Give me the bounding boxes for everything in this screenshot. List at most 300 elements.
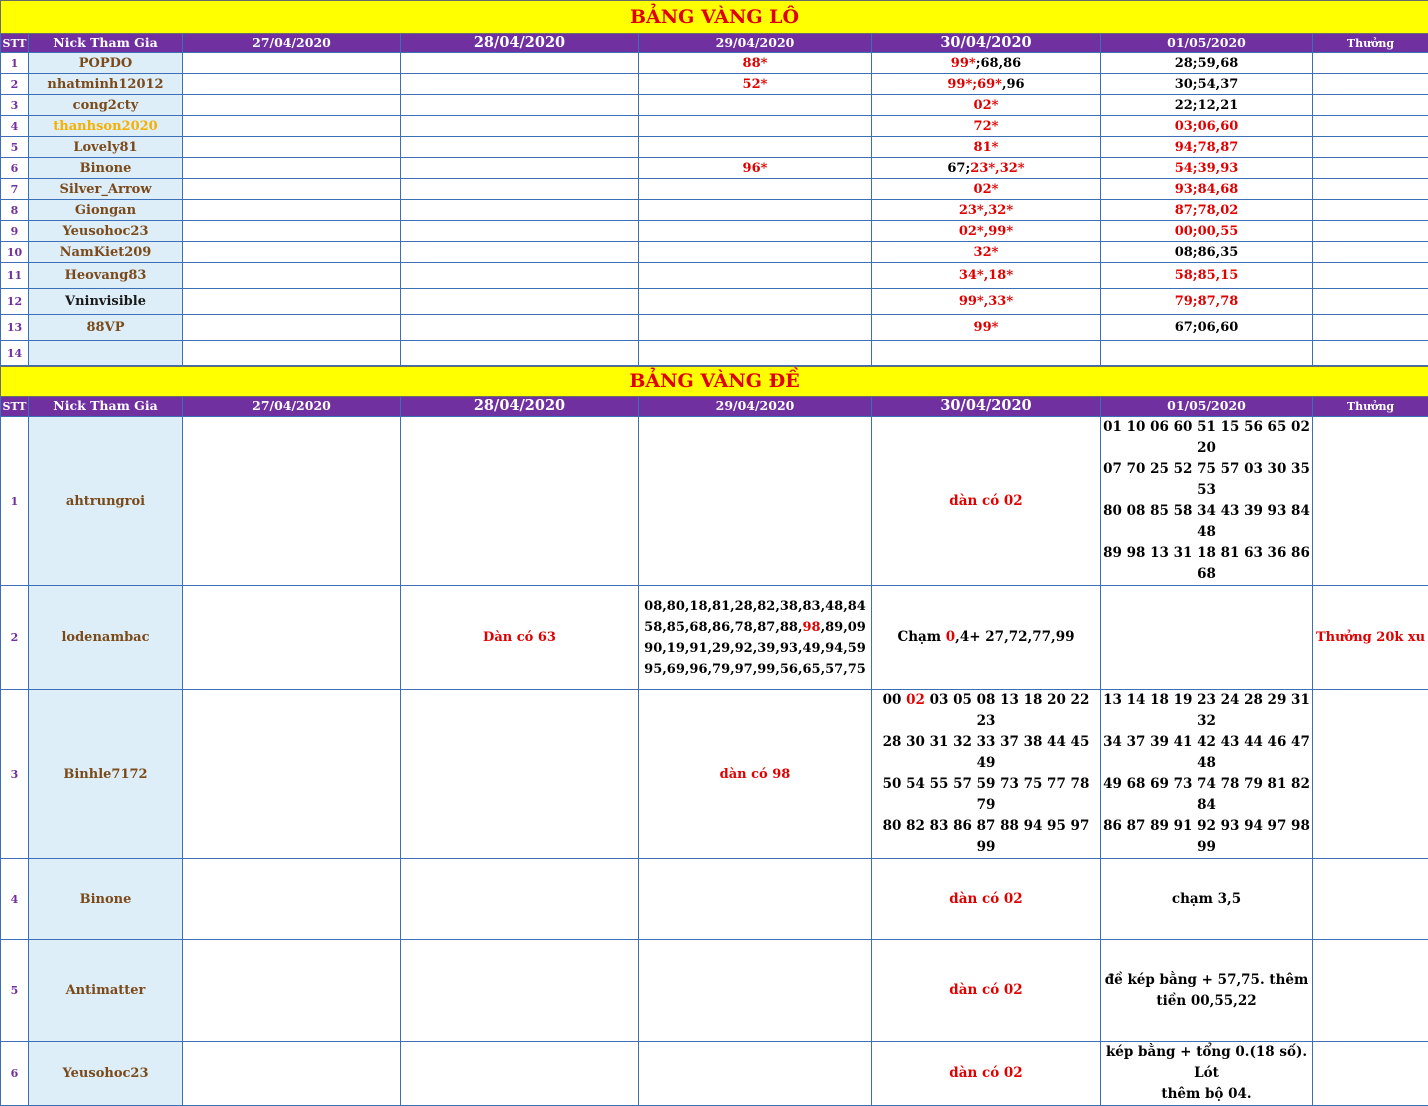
nick-cell[interactable] — [29, 690, 183, 859]
cell-text: NamKiet209 — [60, 245, 152, 260]
cell-text: 08,80,18,81,28,82,38,83,48,84 — [644, 599, 866, 614]
nick-cell[interactable] — [29, 289, 183, 315]
cell-text: 02* — [974, 182, 999, 197]
date-cell-0105[interactable] — [1101, 263, 1313, 289]
prize-cell[interactable] — [1313, 53, 1428, 74]
stt-cell[interactable] — [1, 116, 29, 137]
date-cell-3004[interactable] — [872, 242, 1101, 263]
date-cell-2704[interactable] — [183, 859, 401, 940]
nick-cell[interactable] — [29, 221, 183, 242]
nick-cell[interactable] — [29, 179, 183, 200]
header-nick[interactable]: Nick Tham Gia — [29, 34, 183, 53]
date-cell-2704[interactable] — [183, 200, 401, 221]
date-cell-0105[interactable] — [1101, 116, 1313, 137]
date-cell-2804[interactable] — [401, 690, 639, 859]
lo-row — [1, 263, 1428, 289]
cell-text: 00 — [883, 692, 907, 708]
date-cell-2704[interactable] — [183, 341, 401, 366]
prize-cell[interactable] — [1313, 179, 1428, 200]
prize-cell[interactable] — [1313, 242, 1428, 263]
date-cell-0105[interactable] — [1101, 137, 1313, 158]
date-cell-2704[interactable] — [183, 940, 401, 1042]
header-date-2704[interactable]: 27/04/2020 — [183, 397, 401, 417]
date-cell-3004[interactable] — [872, 289, 1101, 315]
cell-text: 67; — [947, 161, 970, 176]
date-cell-0105[interactable] — [1101, 859, 1313, 940]
date-cell-3004[interactable] — [872, 859, 1101, 940]
cell-text: 80 08 85 58 34 43 39 93 84 48 — [1103, 503, 1310, 540]
cell-text: thêm bộ 04. — [1161, 1086, 1251, 1102]
lo-row — [1, 200, 1428, 221]
cell-text: 98 — [803, 620, 821, 635]
date-cell-2904[interactable] — [639, 158, 872, 179]
cell-text: 0 — [946, 629, 955, 645]
prize-cell[interactable] — [1313, 74, 1428, 95]
prize-cell[interactable] — [1313, 859, 1428, 940]
date-cell-0105[interactable] — [1101, 179, 1313, 200]
cell-text: 34*,18* — [959, 268, 1013, 283]
nick-cell[interactable] — [29, 200, 183, 221]
lo-row — [1, 53, 1428, 74]
cell-text: Binone — [80, 161, 132, 176]
header-date-3004[interactable]: 30/04/2020 — [872, 34, 1101, 53]
nick-cell[interactable] — [29, 95, 183, 116]
date-cell-2904[interactable] — [639, 315, 872, 341]
stt-cell[interactable] — [1, 417, 29, 586]
cell-text: 32* — [974, 245, 999, 260]
cell-text: 02*,99* — [959, 224, 1013, 239]
header-date-2804[interactable]: 28/04/2020 — [401, 397, 639, 417]
date-cell-3004[interactable] — [872, 74, 1101, 95]
cell-text: Silver_Arrow — [59, 182, 151, 197]
stt-cell[interactable] — [1, 137, 29, 158]
cell-text: 02* — [974, 98, 999, 113]
date-cell-0105[interactable] — [1101, 1042, 1313, 1106]
de-title: BẢNG VÀNG ĐỀ — [1, 367, 1428, 397]
cell-text: 95,69,96,79,97,99,56,65,57,75 — [644, 662, 866, 677]
cell-text: 58;85,15 — [1175, 268, 1239, 283]
header-date-3004[interactable]: 30/04/2020 — [872, 397, 1101, 417]
date-cell-2704[interactable] — [183, 158, 401, 179]
cell-text: 28 30 31 32 33 37 38 44 45 49 — [883, 734, 1090, 771]
date-cell-2804[interactable] — [401, 242, 639, 263]
cell-text: 2 — [11, 78, 19, 91]
date-cell-2804[interactable] — [401, 940, 639, 1042]
date-cell-2804[interactable] — [401, 315, 639, 341]
de-row — [1, 586, 1428, 690]
date-cell-2704[interactable] — [183, 53, 401, 74]
date-cell-2804[interactable] — [401, 1042, 639, 1106]
nick-cell[interactable] — [29, 74, 183, 95]
date-cell-2904[interactable] — [639, 417, 872, 586]
date-cell-2904[interactable] — [639, 1042, 872, 1106]
date-cell-0105[interactable] — [1101, 53, 1313, 74]
date-cell-2704[interactable] — [183, 242, 401, 263]
date-cell-2704[interactable] — [183, 417, 401, 586]
cell-text: chạm 3,5 — [1172, 891, 1241, 907]
header-nick[interactable]: Nick Tham Gia — [29, 397, 183, 417]
cell-text: dàn có 02 — [949, 493, 1022, 509]
date-cell-3004[interactable] — [872, 158, 1101, 179]
lo-row — [1, 341, 1428, 366]
date-cell-2904[interactable] — [639, 242, 872, 263]
date-cell-3004[interactable] — [872, 263, 1101, 289]
cell-text: 90,19,91,29,92,39,93,49,94,59 — [644, 641, 866, 656]
stt-cell[interactable] — [1, 200, 29, 221]
cell-text: 8 — [11, 204, 19, 217]
cell-text: 99*,33* — [959, 294, 1013, 309]
lo-row — [1, 137, 1428, 158]
cell-text: 11 — [7, 269, 22, 282]
date-cell-3004[interactable] — [872, 116, 1101, 137]
cell-text: 3 — [11, 99, 19, 112]
cell-text: 00;00,55 — [1175, 224, 1239, 239]
cell-text: 3 — [11, 768, 19, 781]
lo-row — [1, 315, 1428, 341]
date-cell-2904[interactable] — [639, 116, 872, 137]
cell-text: 12 — [7, 295, 22, 308]
date-cell-2904[interactable] — [639, 690, 872, 859]
date-cell-2804[interactable] — [401, 179, 639, 200]
date-cell-2904[interactable] — [639, 74, 872, 95]
date-cell-3004[interactable] — [872, 200, 1101, 221]
cell-text: 79;87,78 — [1175, 294, 1239, 309]
date-cell-2804[interactable] — [401, 221, 639, 242]
date-cell-3004[interactable] — [872, 417, 1101, 586]
date-cell-0105[interactable] — [1101, 315, 1313, 341]
cell-text: POPDO — [79, 56, 132, 71]
nick-cell[interactable] — [29, 315, 183, 341]
cell-text: 88VP — [87, 320, 125, 335]
date-cell-0105[interactable] — [1101, 341, 1313, 366]
nick-cell[interactable] — [29, 1042, 183, 1106]
date-cell-2804[interactable] — [401, 137, 639, 158]
header-date-2704[interactable]: 27/04/2020 — [183, 34, 401, 53]
date-cell-2804[interactable] — [401, 341, 639, 366]
date-cell-2704[interactable] — [183, 586, 401, 690]
cell-text: 94;78,87 — [1175, 140, 1239, 155]
date-cell-0105[interactable] — [1101, 417, 1313, 586]
cell-text: tiền 00,55,22 — [1156, 993, 1256, 1009]
lo-row — [1, 116, 1428, 137]
date-cell-2904[interactable] — [639, 263, 872, 289]
stt-cell[interactable] — [1, 74, 29, 95]
cell-text: 87;78,02 — [1175, 203, 1239, 218]
stt-cell[interactable] — [1, 315, 29, 341]
date-cell-2704[interactable] — [183, 263, 401, 289]
cell-text: Dàn có 63 — [483, 630, 556, 645]
nick-cell[interactable] — [29, 341, 183, 366]
date-cell-3004[interactable] — [872, 137, 1101, 158]
date-cell-3004[interactable] — [872, 95, 1101, 116]
date-cell-2904[interactable] — [639, 95, 872, 116]
lo-header-row — [1, 34, 1428, 53]
cell-text: ,4+ 27,72,77,99 — [955, 629, 1074, 645]
header-stt[interactable]: STT — [1, 397, 29, 417]
date-cell-3004[interactable] — [872, 315, 1101, 341]
date-cell-2804[interactable] — [401, 859, 639, 940]
cell-text: 7 — [11, 183, 19, 196]
de-row — [1, 690, 1428, 859]
prize-cell[interactable] — [1313, 200, 1428, 221]
cell-text: 30;54,37 — [1175, 77, 1239, 92]
lo-row — [1, 289, 1428, 315]
header-date-0105[interactable]: 01/05/2020 — [1101, 34, 1313, 53]
cell-text: 49 68 69 73 74 78 79 81 82 84 — [1103, 776, 1310, 813]
cell-text: dàn có 02 — [949, 891, 1022, 907]
cell-text: kép bằng + tổng 0.(18 số). Lót — [1106, 1044, 1307, 1081]
date-cell-3004[interactable] — [872, 53, 1101, 74]
date-cell-2804[interactable] — [401, 417, 639, 586]
prize-cell[interactable] — [1313, 158, 1428, 179]
prize-cell[interactable] — [1313, 137, 1428, 158]
date-cell-2804[interactable] — [401, 116, 639, 137]
cell-text: 99* — [974, 320, 999, 335]
stt-cell[interactable] — [1, 859, 29, 940]
stt-cell[interactable] — [1, 341, 29, 366]
cell-text: ;68,86 — [976, 56, 1022, 71]
prize-cell[interactable] — [1313, 263, 1428, 289]
prize-cell[interactable] — [1313, 95, 1428, 116]
cell-text: 07 70 25 52 75 57 03 30 35 53 — [1103, 461, 1310, 498]
cell-text: 54;39,93 — [1175, 161, 1239, 176]
date-cell-2904[interactable] — [639, 53, 872, 74]
date-cell-3004[interactable] — [872, 1042, 1101, 1106]
prize-cell[interactable] — [1313, 341, 1428, 366]
cell-text: Thưởng 20k xu — [1316, 630, 1425, 645]
cell-text: 01 10 06 60 51 15 56 65 02 20 — [1103, 419, 1310, 456]
date-cell-2804[interactable] — [401, 53, 639, 74]
stt-cell[interactable] — [1, 1042, 29, 1106]
prize-cell[interactable] — [1313, 315, 1428, 341]
date-cell-2904[interactable] — [639, 179, 872, 200]
date-cell-2804[interactable] — [401, 586, 639, 690]
cell-text: 4 — [11, 120, 19, 133]
cell-text: 99*;69* — [947, 77, 1002, 92]
de-table — [0, 366, 1428, 1106]
header-date-2804[interactable]: 28/04/2020 — [401, 34, 639, 53]
date-cell-3004[interactable] — [872, 341, 1101, 366]
date-cell-2904[interactable] — [639, 341, 872, 366]
date-cell-0105[interactable] — [1101, 690, 1313, 859]
date-cell-2804[interactable] — [401, 289, 639, 315]
date-cell-2804[interactable] — [401, 158, 639, 179]
stt-cell[interactable] — [1, 242, 29, 263]
date-cell-2804[interactable] — [401, 95, 639, 116]
cell-text: 81* — [974, 140, 999, 155]
date-cell-3004[interactable] — [872, 179, 1101, 200]
date-cell-2704[interactable] — [183, 690, 401, 859]
date-cell-0105[interactable] — [1101, 242, 1313, 263]
cell-text: ahtrungroi — [66, 494, 145, 509]
nick-cell[interactable] — [29, 586, 183, 690]
cell-text: 14 — [7, 347, 22, 360]
date-cell-2904[interactable] — [639, 289, 872, 315]
cell-text: 5 — [11, 984, 19, 997]
lo-body — [1, 53, 1428, 366]
date-cell-3004[interactable] — [872, 221, 1101, 242]
cell-text: Vninvisible — [65, 294, 146, 309]
cell-text: 96* — [743, 161, 768, 176]
header-date-2904[interactable]: 29/04/2020 — [639, 34, 872, 53]
cell-text: 03;06,60 — [1175, 119, 1239, 134]
cell-text: 72* — [974, 119, 999, 134]
de-row — [1, 417, 1428, 586]
cell-text: 6 — [11, 162, 19, 175]
cell-text: 22;12,21 — [1175, 98, 1239, 113]
cell-text: 9 — [11, 225, 19, 238]
cell-text: 99* — [951, 56, 976, 71]
cell-text: 6 — [11, 1067, 19, 1080]
header-prize[interactable]: Thưởng — [1313, 34, 1428, 53]
cell-text: Yeusohoc23 — [63, 224, 149, 239]
cell-text: 86 87 89 91 92 93 94 97 98 99 — [1103, 818, 1310, 855]
cell-text: 2 — [11, 631, 19, 644]
date-cell-0105[interactable] — [1101, 940, 1313, 1042]
cell-text: 02 — [906, 692, 925, 708]
lo-title: BẢNG VÀNG LÔ — [1, 1, 1428, 34]
stt-cell[interactable] — [1, 95, 29, 116]
date-cell-3004[interactable] — [872, 940, 1101, 1042]
lo-row — [1, 179, 1428, 200]
cell-text: 88* — [743, 56, 768, 71]
cell-text: Lovely81 — [73, 140, 137, 155]
lo-row — [1, 242, 1428, 263]
nick-cell[interactable] — [29, 53, 183, 74]
stt-cell[interactable] — [1, 158, 29, 179]
date-cell-2704[interactable] — [183, 221, 401, 242]
cell-text: dàn có 98 — [720, 767, 791, 782]
cell-text: 93;84,68 — [1175, 182, 1239, 197]
date-cell-0105[interactable] — [1101, 586, 1313, 690]
de-row — [1, 859, 1428, 940]
prize-cell[interactable] — [1313, 289, 1428, 315]
date-cell-0105[interactable] — [1101, 158, 1313, 179]
cell-text: 10 — [7, 246, 22, 259]
de-body — [1, 417, 1428, 1106]
lo-row — [1, 158, 1428, 179]
cell-text: 28;59,68 — [1175, 56, 1239, 71]
date-cell-2704[interactable] — [183, 116, 401, 137]
nick-cell[interactable] — [29, 242, 183, 263]
stt-cell[interactable] — [1, 221, 29, 242]
cell-text: Giongan — [75, 203, 136, 218]
date-cell-2704[interactable] — [183, 137, 401, 158]
header-date-0105[interactable]: 01/05/2020 — [1101, 397, 1313, 417]
date-cell-2704[interactable] — [183, 1042, 401, 1106]
date-cell-0105[interactable] — [1101, 289, 1313, 315]
prize-cell[interactable] — [1313, 221, 1428, 242]
cell-text: Chạm — [897, 629, 945, 645]
cell-text: 34 37 39 41 42 43 44 46 47 48 — [1103, 734, 1310, 771]
nick-cell[interactable] — [29, 137, 183, 158]
cell-text: đề kép bằng + 57,75. thêm — [1105, 972, 1309, 988]
date-cell-2704[interactable] — [183, 179, 401, 200]
cell-text: 23*,32* — [970, 161, 1024, 176]
date-cell-0105[interactable] — [1101, 95, 1313, 116]
date-cell-0105[interactable] — [1101, 74, 1313, 95]
date-cell-2904[interactable] — [639, 586, 872, 690]
date-cell-2904[interactable] — [639, 137, 872, 158]
cell-text: 23*,32* — [959, 203, 1013, 218]
date-cell-2704[interactable] — [183, 74, 401, 95]
cell-text: ,89,09 — [821, 620, 866, 635]
prize-cell[interactable] — [1313, 586, 1428, 690]
date-cell-2904[interactable] — [639, 940, 872, 1042]
cell-text: Yeusohoc23 — [63, 1066, 149, 1081]
date-cell-2904[interactable] — [639, 221, 872, 242]
header-date-2904[interactable]: 29/04/2020 — [639, 397, 872, 417]
stt-cell[interactable] — [1, 179, 29, 200]
de-row — [1, 1042, 1428, 1106]
cell-text: Binone — [80, 892, 132, 907]
date-cell-2904[interactable] — [639, 200, 872, 221]
date-cell-2704[interactable] — [183, 315, 401, 341]
date-cell-2704[interactable] — [183, 289, 401, 315]
cell-text: 4 — [11, 893, 19, 906]
stt-cell[interactable] — [1, 53, 29, 74]
stt-cell[interactable] — [1, 289, 29, 315]
date-cell-3004[interactable] — [872, 586, 1101, 690]
nick-cell[interactable] — [29, 940, 183, 1042]
header-stt[interactable]: STT — [1, 34, 29, 53]
prize-cell[interactable] — [1313, 690, 1428, 859]
cell-text: 80 82 83 86 87 88 94 95 97 99 — [883, 818, 1090, 855]
cell-text: Heovang83 — [65, 268, 147, 283]
de-row — [1, 940, 1428, 1042]
nick-cell[interactable] — [29, 417, 183, 586]
stt-cell[interactable] — [1, 940, 29, 1042]
cell-text: 03 05 08 13 18 20 22 23 — [925, 692, 1089, 729]
cell-text: 89 98 13 31 18 81 63 36 86 68 — [1103, 545, 1310, 582]
cell-text: ,96 — [1002, 77, 1025, 92]
cell-text: 13 14 18 19 23 24 28 29 31 32 — [1103, 692, 1310, 729]
cell-text: 52* — [743, 77, 768, 92]
stt-cell[interactable] — [1, 690, 29, 859]
date-cell-2804[interactable] — [401, 200, 639, 221]
nick-cell[interactable] — [29, 116, 183, 137]
lo-row — [1, 74, 1428, 95]
date-cell-0105[interactable] — [1101, 200, 1313, 221]
prize-cell[interactable] — [1313, 940, 1428, 1042]
nick-cell[interactable] — [29, 263, 183, 289]
cell-text: dàn có 02 — [949, 1065, 1022, 1081]
cell-text: thanhson2020 — [53, 119, 157, 134]
cell-text: Antimatter — [66, 983, 146, 998]
stt-cell[interactable] — [1, 263, 29, 289]
nick-cell[interactable] — [29, 859, 183, 940]
prize-cell[interactable] — [1313, 116, 1428, 137]
date-cell-3004[interactable] — [872, 690, 1101, 859]
nick-cell[interactable] — [29, 158, 183, 179]
cell-text: 58,85,68,86,78,87,88, — [644, 620, 802, 635]
date-cell-2704[interactable] — [183, 95, 401, 116]
prize-cell[interactable] — [1313, 417, 1428, 586]
prize-cell[interactable] — [1313, 1042, 1428, 1106]
header-prize[interactable]: Thưởng — [1313, 397, 1428, 417]
date-cell-2804[interactable] — [401, 74, 639, 95]
cell-text: cong2cty — [73, 98, 139, 113]
cell-text: 50 54 55 57 59 73 75 77 78 79 — [883, 776, 1090, 813]
date-cell-2904[interactable] — [639, 859, 872, 940]
cell-text: dàn có 02 — [949, 982, 1022, 998]
date-cell-0105[interactable] — [1101, 221, 1313, 242]
stt-cell[interactable] — [1, 586, 29, 690]
cell-text: nhatminh12012 — [47, 77, 163, 92]
cell-text: lodenambac — [61, 630, 149, 645]
lo-row — [1, 221, 1428, 242]
date-cell-2804[interactable] — [401, 263, 639, 289]
